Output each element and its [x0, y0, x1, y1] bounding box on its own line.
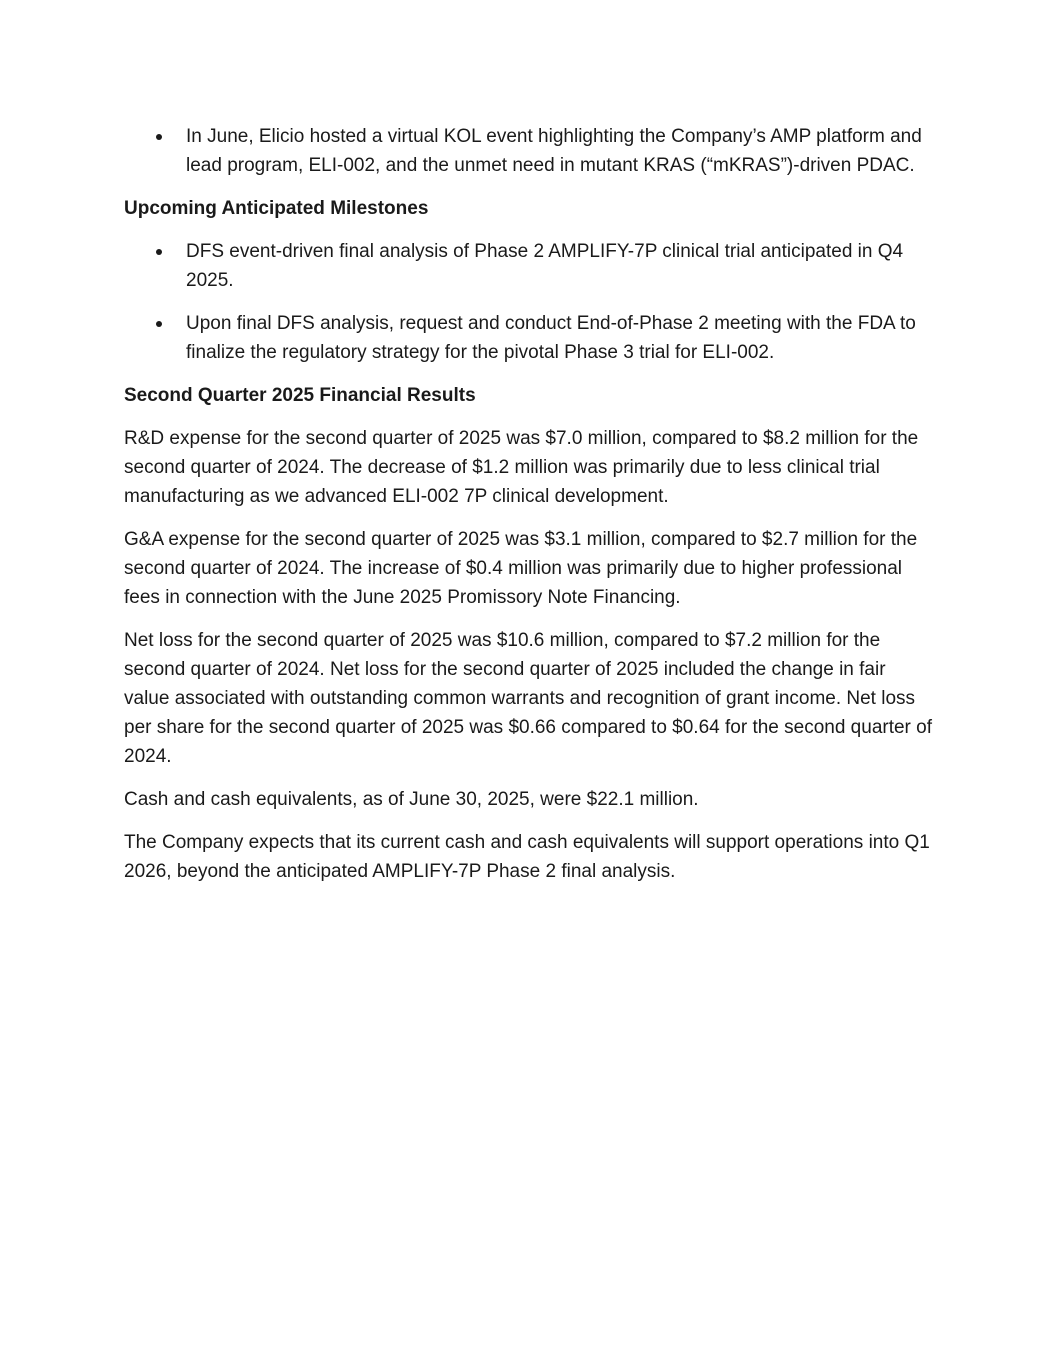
- document-page: [124, 122, 934, 900]
- list-item: [124, 237, 934, 295]
- bullet-icon: [156, 321, 162, 327]
- list-item: [124, 122, 934, 180]
- runway-paragraph: The Company expects that its current cash and cash equivalents will support operations into Q1 2026, beyond the anticipated AMPLIFY-7P Phase 2 final analysis.: [124, 832, 930, 882]
- milestones-heading: Upcoming Anticipated Milestones: [124, 198, 429, 219]
- cash-paragraph: Cash and cash equivalents, as of June 30, 2025, were $22.1 million.: [124, 789, 699, 810]
- bullet-icon: [156, 134, 162, 140]
- ga-expense-paragraph: G&A expense for the second quarter of 2025 was $3.1 million, compared to $2.7 million for the second quarter of 2024. The increase of $0.4 million was primarily due to higher professional fees in connection with the June 2025 Promissory Note Financing.: [124, 529, 918, 608]
- bullet-text: In June, Elicio hosted a virtual KOL event highlighting the Company’s AMP platform and lead program, ELI-002, and the unmet need in mutant KRAS (“mKRAS”)-driven PDAC.: [186, 126, 922, 176]
- bullet-text: Upon final DFS analysis, request and conduct End-of-Phase 2 meeting with the FDA to finalize the regulatory strategy for the pivotal Phase 3 trial for ELI-002.: [186, 313, 916, 363]
- milestones-bullet-list: [124, 237, 934, 367]
- rd-expense-paragraph: R&D expense for the second quarter of 2025 was $7.0 million, compared to $8.2 million for the second quarter of 2024. The decrease of $1.2 million was primarily due to less clinical trial manufacturing as we advanced ELI-002 7P clinical development.: [124, 428, 919, 507]
- bullet-text: DFS event-driven final analysis of Phase 2 AMPLIFY-7P clinical trial anticipated in Q4 2025.: [186, 241, 904, 291]
- list-item: [124, 309, 934, 367]
- net-loss-paragraph: Net loss for the second quarter of 2025 was $10.6 million, compared to $7.2 million for the second quarter of 2024. Net loss for the second quarter of 2025 included the change in fair value associated with outstanding common warrants and recognition of grant income. Net loss per share for the second quarter of 2025 was $0.66 compared to $0.64 for the second quarter of 2024.: [124, 630, 933, 767]
- financial-results-heading: Second Quarter 2025 Financial Results: [124, 385, 476, 406]
- intro-bullet-list: [124, 122, 934, 180]
- bullet-icon: [156, 249, 162, 255]
